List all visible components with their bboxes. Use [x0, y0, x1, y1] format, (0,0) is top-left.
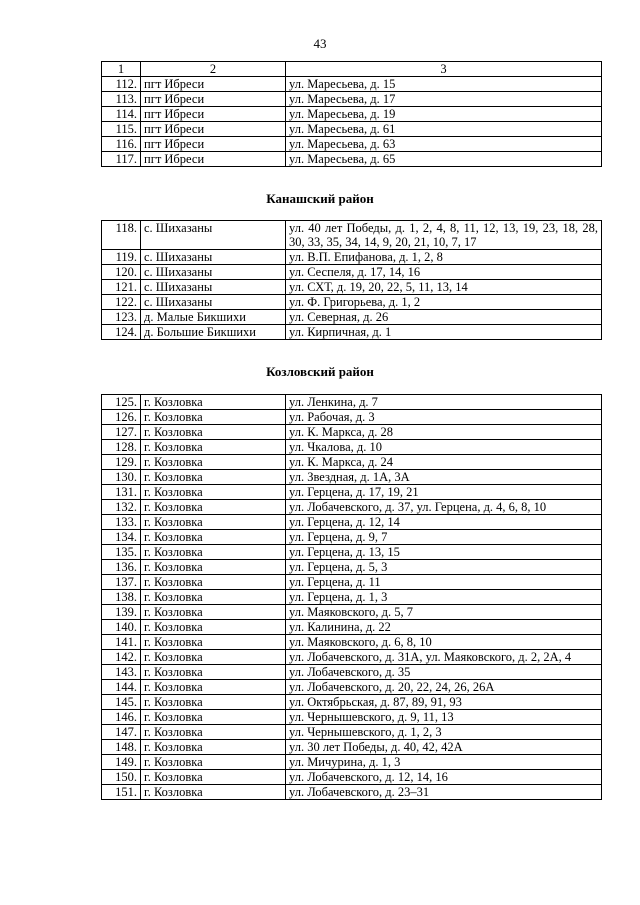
row-number: 115. — [102, 122, 141, 137]
row-number: 140. — [102, 620, 141, 635]
row-number: 120. — [102, 265, 141, 280]
row-address: ул. Лобачевского, д. 31А, ул. Маяковского, д. 2, 2А, 4 — [286, 650, 602, 665]
row-number: 138. — [102, 590, 141, 605]
header-col-3: 3 — [286, 62, 602, 77]
row-number: 118. — [102, 221, 141, 250]
row-number: 136. — [102, 560, 141, 575]
table-row — [102, 395, 602, 410]
row-number: 137. — [102, 575, 141, 590]
row-place: г. Козловка — [141, 515, 286, 530]
table-row — [102, 560, 602, 575]
row-place: д. Малые Бикшихи — [141, 310, 286, 325]
row-place: пгт Ибреси — [141, 137, 286, 152]
table-row — [102, 137, 602, 152]
row-address: ул. Сеспеля, д. 17, 14, 16 — [286, 265, 602, 280]
row-place: с. Шихазаны — [141, 295, 286, 310]
row-place: пгт Ибреси — [141, 77, 286, 92]
table-row — [102, 122, 602, 137]
row-place: с. Шихазаны — [141, 250, 286, 265]
row-address: ул. В.П. Епифанова, д. 1, 2, 8 — [286, 250, 602, 265]
table-row — [102, 152, 602, 167]
row-place: г. Козловка — [141, 395, 286, 410]
row-number: 146. — [102, 710, 141, 725]
table-row — [102, 680, 602, 695]
table-row — [102, 500, 602, 515]
table-row — [102, 635, 602, 650]
table-row — [102, 470, 602, 485]
row-address: ул. Маресьева, д. 61 — [286, 122, 602, 137]
row-address: ул. Лобачевского, д. 37, ул. Герцена, д. 4, 6, 8, 10 — [286, 500, 602, 515]
row-number: 133. — [102, 515, 141, 530]
table-row — [102, 770, 602, 785]
row-place: г. Козловка — [141, 560, 286, 575]
row-address: ул. К. Маркса, д. 24 — [286, 455, 602, 470]
table-row — [102, 440, 602, 455]
row-number: 123. — [102, 310, 141, 325]
table-kozlovka — [101, 394, 602, 800]
row-number: 148. — [102, 740, 141, 755]
table-row — [102, 485, 602, 500]
header-col-2: 2 — [141, 62, 286, 77]
table-row — [102, 280, 602, 295]
row-place: г. Козловка — [141, 545, 286, 560]
row-address: ул. Лобачевского, д. 12, 14, 16 — [286, 770, 602, 785]
table-header-row — [102, 62, 602, 77]
table-row — [102, 425, 602, 440]
table-row — [102, 650, 602, 665]
row-address: ул. Лобачевского, д. 20, 22, 24, 26, 26А — [286, 680, 602, 695]
row-number: 113. — [102, 92, 141, 107]
table-row — [102, 515, 602, 530]
row-address: ул. Лобачевского, д. 35 — [286, 665, 602, 680]
row-number: 143. — [102, 665, 141, 680]
row-address: ул. Герцена, д. 11 — [286, 575, 602, 590]
row-address: ул. Чкалова, д. 10 — [286, 440, 602, 455]
row-address: ул. Герцена, д. 12, 14 — [286, 515, 602, 530]
row-number: 122. — [102, 295, 141, 310]
row-place: г. Козловка — [141, 725, 286, 740]
row-place: г. Козловка — [141, 500, 286, 515]
row-place: г. Козловка — [141, 635, 286, 650]
table-ibresi — [101, 61, 602, 167]
row-number: 119. — [102, 250, 141, 265]
row-address: ул. Кирпичная, д. 1 — [286, 325, 602, 340]
table-row — [102, 250, 602, 265]
row-number: 127. — [102, 425, 141, 440]
row-number: 150. — [102, 770, 141, 785]
row-place: пгт Ибреси — [141, 152, 286, 167]
row-address: ул. Чернышевского, д. 1, 2, 3 — [286, 725, 602, 740]
row-place: с. Шихазаны — [141, 221, 286, 250]
row-place: д. Большие Бикшихи — [141, 325, 286, 340]
table-row — [102, 77, 602, 92]
row-address: ул. Маяковского, д. 5, 7 — [286, 605, 602, 620]
row-number: 131. — [102, 485, 141, 500]
row-number: 151. — [102, 785, 141, 800]
row-address: ул. Калинина, д. 22 — [286, 620, 602, 635]
table-row — [102, 605, 602, 620]
row-place: с. Шихазаны — [141, 265, 286, 280]
table-row — [102, 590, 602, 605]
table-row — [102, 665, 602, 680]
section-title-kozlovka: Козловский район — [266, 364, 374, 379]
row-address: ул. Чернышевского, д. 9, 11, 13 — [286, 710, 602, 725]
row-place: г. Козловка — [141, 665, 286, 680]
row-place: пгт Ибреси — [141, 122, 286, 137]
row-address: ул. Ф. Григорьева, д. 1, 2 — [286, 295, 602, 310]
row-address: ул. Герцена, д. 1, 3 — [286, 590, 602, 605]
table-row — [102, 107, 602, 122]
row-address: ул. 40 лет Победы, д. 1, 2, 4, 8, 11, 12, 13, 19, 23, 18, 28, 30, 33, 35, 34, 14, 9, 20, 21, 10, 7, 17 — [286, 221, 602, 250]
row-number: 130. — [102, 470, 141, 485]
table-row — [102, 221, 602, 250]
row-number: 144. — [102, 680, 141, 695]
row-number: 141. — [102, 635, 141, 650]
row-number: 124. — [102, 325, 141, 340]
row-place: пгт Ибреси — [141, 92, 286, 107]
table-row — [102, 545, 602, 560]
table-row — [102, 310, 602, 325]
row-number: 129. — [102, 455, 141, 470]
row-place: г. Козловка — [141, 440, 286, 455]
row-number: 112. — [102, 77, 141, 92]
row-address: ул. СХТ, д. 19, 20, 22, 5, 11, 13, 14 — [286, 280, 602, 295]
row-address: ул. Маяковского, д. 6, 8, 10 — [286, 635, 602, 650]
row-number: 139. — [102, 605, 141, 620]
table-row — [102, 530, 602, 545]
row-place: г. Козловка — [141, 620, 286, 635]
table-row — [102, 725, 602, 740]
header-col-1: 1 — [102, 62, 141, 77]
row-place: г. Козловка — [141, 485, 286, 500]
row-address: ул. Октябрьская, д. 87, 89, 91, 93 — [286, 695, 602, 710]
row-number: 117. — [102, 152, 141, 167]
row-place: с. Шихазаны — [141, 280, 286, 295]
row-address: ул. Маресьева, д. 15 — [286, 77, 602, 92]
table-row — [102, 295, 602, 310]
table-row — [102, 755, 602, 770]
row-number: 135. — [102, 545, 141, 560]
row-number: 121. — [102, 280, 141, 295]
table-row — [102, 265, 602, 280]
table-kanash — [101, 220, 602, 340]
row-address: ул. Рабочая, д. 3 — [286, 410, 602, 425]
table-row — [102, 620, 602, 635]
row-place: г. Козловка — [141, 710, 286, 725]
table-row — [102, 785, 602, 800]
row-address: ул. Герцена, д. 5, 3 — [286, 560, 602, 575]
row-address: ул. Герцена, д. 17, 19, 21 — [286, 485, 602, 500]
row-number: 147. — [102, 725, 141, 740]
row-place: пгт Ибреси — [141, 107, 286, 122]
row-address: ул. Ленкина, д. 7 — [286, 395, 602, 410]
section-title-kanash: Канашский район — [266, 191, 374, 206]
row-number: 128. — [102, 440, 141, 455]
row-number: 145. — [102, 695, 141, 710]
row-address: ул. Маресьева, д. 19 — [286, 107, 602, 122]
table-row — [102, 740, 602, 755]
row-place: г. Козловка — [141, 590, 286, 605]
table-row — [102, 710, 602, 725]
page-number: 43 — [313, 36, 327, 51]
table-row — [102, 455, 602, 470]
row-number: 125. — [102, 395, 141, 410]
row-place: г. Козловка — [141, 650, 286, 665]
row-place: г. Козловка — [141, 575, 286, 590]
table-row — [102, 695, 602, 710]
table-row — [102, 325, 602, 340]
row-place: г. Козловка — [141, 530, 286, 545]
row-address: ул. Северная, д. 26 — [286, 310, 602, 325]
table-row — [102, 92, 602, 107]
row-address: ул. Герцена, д. 13, 15 — [286, 545, 602, 560]
row-number: 142. — [102, 650, 141, 665]
row-place: г. Козловка — [141, 770, 286, 785]
row-address: ул. К. Маркса, д. 28 — [286, 425, 602, 440]
row-address: ул. Звездная, д. 1А, 3А — [286, 470, 602, 485]
row-place: г. Козловка — [141, 785, 286, 800]
row-address: ул. Маресьева, д. 65 — [286, 152, 602, 167]
row-number: 132. — [102, 500, 141, 515]
row-place: г. Козловка — [141, 740, 286, 755]
row-place: г. Козловка — [141, 410, 286, 425]
row-place: г. Козловка — [141, 425, 286, 440]
row-number: 126. — [102, 410, 141, 425]
table-row — [102, 575, 602, 590]
row-number: 116. — [102, 137, 141, 152]
row-address: ул. 30 лет Победы, д. 40, 42, 42А — [286, 740, 602, 755]
row-place: г. Козловка — [141, 605, 286, 620]
row-address: ул. Герцена, д. 9, 7 — [286, 530, 602, 545]
row-address: ул. Мичурина, д. 1, 3 — [286, 755, 602, 770]
row-number: 114. — [102, 107, 141, 122]
row-place: г. Козловка — [141, 470, 286, 485]
row-place: г. Козловка — [141, 695, 286, 710]
row-address: ул. Маресьева, д. 63 — [286, 137, 602, 152]
row-place: г. Козловка — [141, 755, 286, 770]
row-place: г. Козловка — [141, 680, 286, 695]
row-number: 149. — [102, 755, 141, 770]
row-number: 134. — [102, 530, 141, 545]
row-address: ул. Маресьева, д. 17 — [286, 92, 602, 107]
row-address: ул. Лобачевского, д. 23–31 — [286, 785, 602, 800]
row-place: г. Козловка — [141, 455, 286, 470]
table-row — [102, 410, 602, 425]
